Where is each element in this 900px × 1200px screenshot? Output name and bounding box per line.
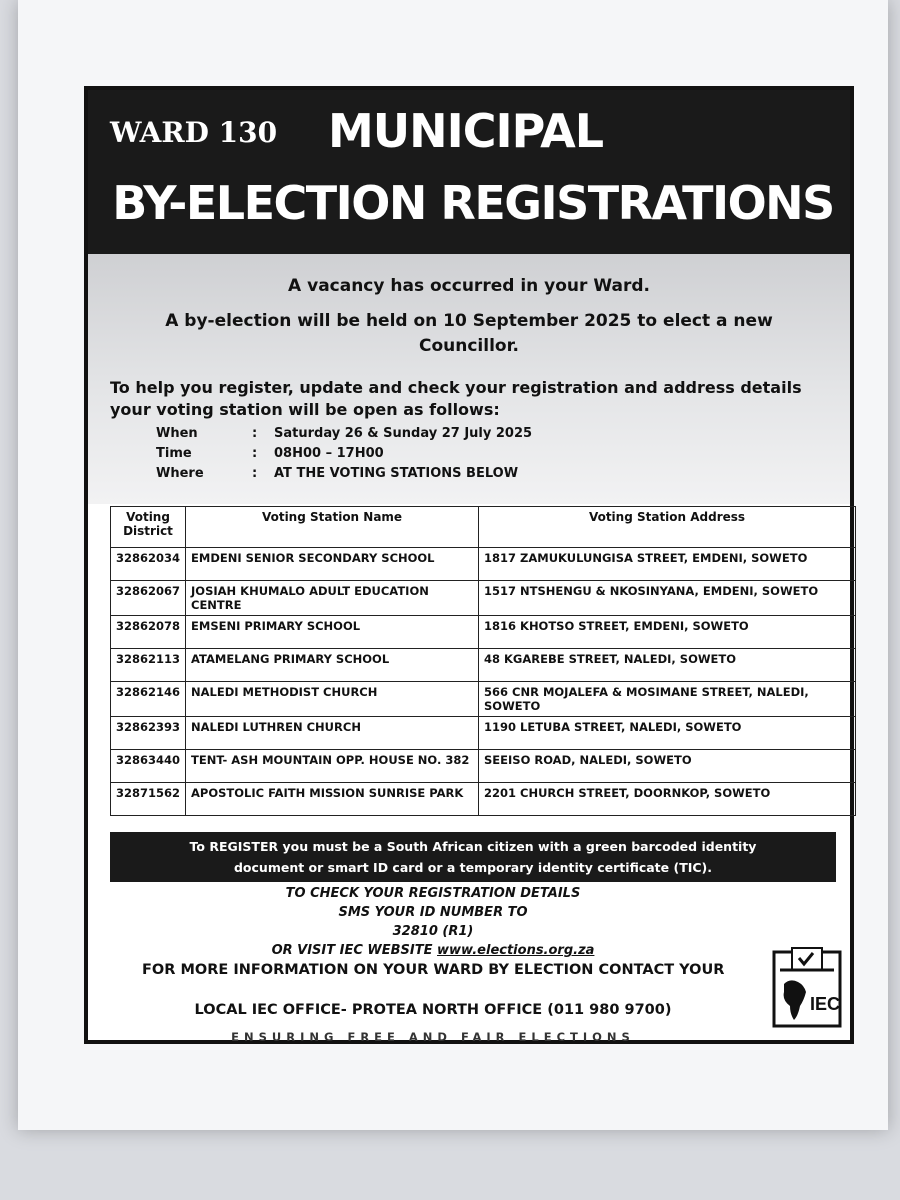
district-cell: 32863440 — [111, 750, 186, 783]
check-website-prefix: OR VISIT IEC WEBSITE — [271, 943, 438, 958]
contact-line-1: FOR MORE INFORMATION ON YOUR WARD BY ELECTION CONTACT YOUR — [142, 962, 725, 978]
district-cell: 32862113 — [111, 649, 186, 682]
registration-requirement-banner — [110, 832, 836, 882]
schedule-value: 08H00 – 17H00 — [274, 446, 384, 461]
voting-stations-table — [110, 506, 856, 816]
station-address-cell: 2201 CHURCH STREET, DOORNKOP, SOWETO — [479, 783, 856, 816]
requirement-line-1: To REGISTER you must be a South African citizen with a green barcoded identity — [189, 839, 757, 854]
district-cell: 32862078 — [111, 616, 186, 649]
slogan: ENSURING FREE AND FAIR ELECTIONS — [231, 1030, 635, 1044]
opening-text: your voting station will be open as follows: — [110, 400, 500, 419]
vacancy-notice: A vacancy has occurred in your Ward. — [288, 276, 650, 296]
station-name-cell: TENT- ASH MOUNTAIN OPP. HOUSE NO. 382 — [186, 750, 479, 783]
poster — [84, 86, 854, 1044]
station-address-cell: 1190 LETUBA STREET, NALEDI, SOWETO — [479, 717, 856, 750]
iec-website-link[interactable]: www.elections.org.za — [437, 943, 595, 958]
table-row — [111, 682, 856, 717]
schedule-key: Where — [156, 466, 204, 481]
paper-sheet — [18, 0, 888, 1130]
station-name-cell: APOSTOLIC FAITH MISSION SUNRISE PARK — [186, 783, 479, 816]
station-name-cell: NALEDI METHODIST CHURCH — [186, 682, 479, 717]
table-row — [111, 548, 856, 581]
requirement-line-2: document or smart ID card or a temporary identity certificate (TIC). — [233, 860, 713, 875]
station-name-cell: EMSENI PRIMARY SCHOOL — [186, 616, 479, 649]
schedule-colon: : — [252, 446, 258, 461]
station-name-cell: ATAMELANG PRIMARY SCHOOL — [186, 649, 479, 682]
station-address-cell: 1517 NTSHENGU & NKOSINYANA, EMDENI, SOWETO — [479, 581, 856, 616]
station-address-cell: 566 CNR MOJALEFA & MOSIMANE STREET, NALEDI, SOWETO — [479, 682, 856, 717]
table-header-row — [111, 507, 856, 548]
logo-text: IEC — [810, 994, 841, 1014]
station-name-cell: NALEDI LUTHREN CHURCH — [186, 717, 479, 750]
column-header-name: Voting Station Name — [186, 507, 479, 548]
table-row — [111, 616, 856, 649]
schedule-where — [156, 466, 518, 481]
schedule-colon: : — [252, 466, 258, 481]
schedule-when — [156, 426, 532, 441]
column-header-district: Voting District — [111, 507, 186, 548]
table-row — [111, 581, 856, 616]
schedule-key: When — [156, 426, 198, 441]
district-cell: 32862393 — [111, 717, 186, 750]
help-text: To help you register, update and check your registration and address details — [110, 378, 802, 397]
check-heading: TO CHECK YOUR REGISTRATION DETAILS — [285, 886, 581, 901]
table-row — [111, 649, 856, 682]
title-line-1: MUNICIPAL — [328, 104, 604, 158]
contact-line-2: LOCAL IEC OFFICE- PROTEA NORTH OFFICE (011 980 9700) — [194, 1002, 672, 1018]
by-election-date: A by-election will be held on 10 September 2025 to elect a new — [165, 311, 773, 331]
check-sms-number: 32810 (R1) — [392, 924, 474, 939]
district-cell: 32871562 — [111, 783, 186, 816]
column-header-address: Voting Station Address — [479, 507, 856, 548]
intro-section — [88, 254, 850, 504]
station-name-cell: EMDENI SENIOR SECONDARY SCHOOL — [186, 548, 479, 581]
table-row — [111, 717, 856, 750]
by-election-purpose: Councillor. — [418, 336, 520, 356]
schedule-value: AT THE VOTING STATIONS BELOW — [274, 466, 519, 481]
district-cell: 32862146 — [111, 682, 186, 717]
station-address-cell: 48 KGAREBE STREET, NALEDI, SOWETO — [479, 649, 856, 682]
schedule-key: Time — [156, 446, 192, 461]
schedule-time — [156, 446, 384, 461]
station-address-cell: SEEISO ROAD, NALEDI, SOWETO — [479, 750, 856, 783]
poster-header — [88, 90, 850, 254]
ballot-box-africa-icon — [766, 946, 848, 1032]
ward-label: WARD 130 — [110, 116, 278, 149]
district-cell: 32862067 — [111, 581, 186, 616]
schedule-colon: : — [252, 426, 258, 441]
station-address-cell: 1816 KHOTSO STREET, EMDENI, SOWETO — [479, 616, 856, 649]
iec-logo — [766, 946, 848, 1032]
table-row — [111, 750, 856, 783]
check-website — [88, 943, 778, 958]
station-name-cell: JOSIAH KHUMALO ADULT EDUCATION CENTRE — [186, 581, 479, 616]
schedule-value: Saturday 26 & Sunday 27 July 2025 — [274, 426, 533, 441]
check-sms: SMS YOUR ID NUMBER TO — [338, 905, 528, 920]
district-cell: 32862034 — [111, 548, 186, 581]
station-address-cell: 1817 ZAMUKULUNGISA STREET, EMDENI, SOWETO — [479, 548, 856, 581]
table-row — [111, 783, 856, 816]
title-line-2: BY-ELECTION REGISTRATIONS — [112, 176, 834, 230]
